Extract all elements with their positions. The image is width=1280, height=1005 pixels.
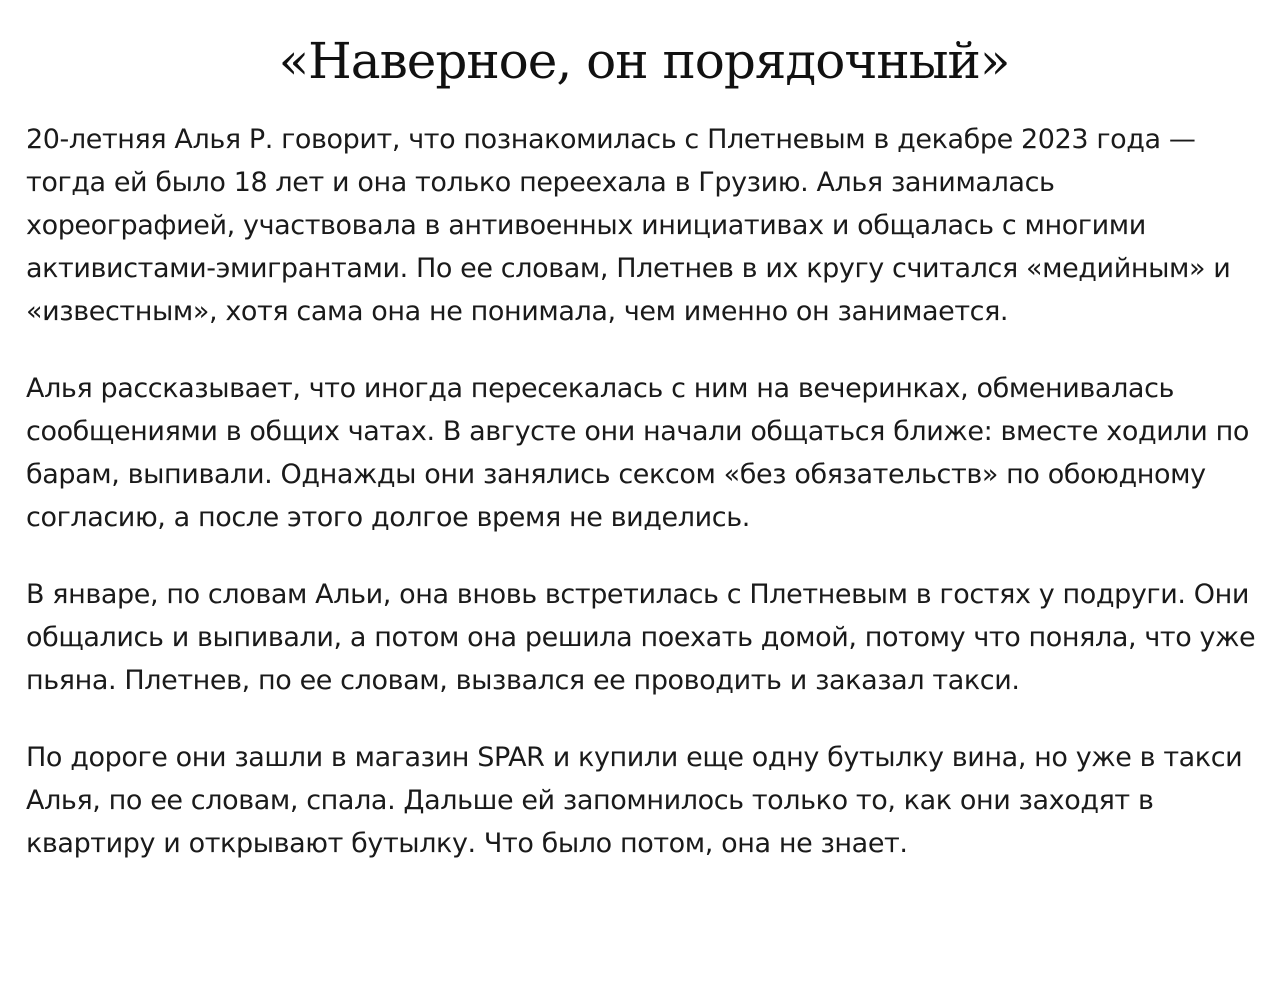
article-paragraph-3: В январе, по словам Альи, она вновь встретилась с Плетневым в гостях у подруги. Они общались и выпивали, а потом она решила поехать домой, потому что поняла, что уже пьяна. Плетнев, по ее словам, вызвался ее проводить и заказал такси. bbox=[26, 579, 1256, 696]
article-paragraph-1: 20-летняя Алья Р. говорит, что познакомилась с Плетневым в декабре 2023 года — тогда ей было 18 лет и она только переехала в Грузию. Алья занималась хореографией, участвовала в антивоенных инициативах и общалась с многими активистами-эмигрантами. По ее словам, Плетнев в их кругу считался «медийным» и «известным», хотя сама она не понимала, чем именно он занимается. bbox=[26, 124, 1231, 327]
article-paragraph-2: Алья рассказывает, что иногда пересекалась с ним на вечеринках, обменивалась сообщениями в общих чатах. В августе они начали общаться ближе: вместе ходили по барам, выпивали. Однажды они занялись сексом «без обязательств» по обоюдному согласию, а после этого долгое время не виделись. bbox=[26, 373, 1249, 533]
article-paragraph-4: По дороге они зашли в магазин SPAR и купили еще одну бутылку вина, но уже в такси Алья, по ее словам, спала. Дальше ей запомнилось только то, как они заходят в квартиру и открывают бутылку. Что было потом, она не знает. bbox=[26, 742, 1243, 859]
article-headline: «Наверное, он порядочный» bbox=[278, 32, 1010, 90]
article bbox=[26, 0, 1262, 865]
